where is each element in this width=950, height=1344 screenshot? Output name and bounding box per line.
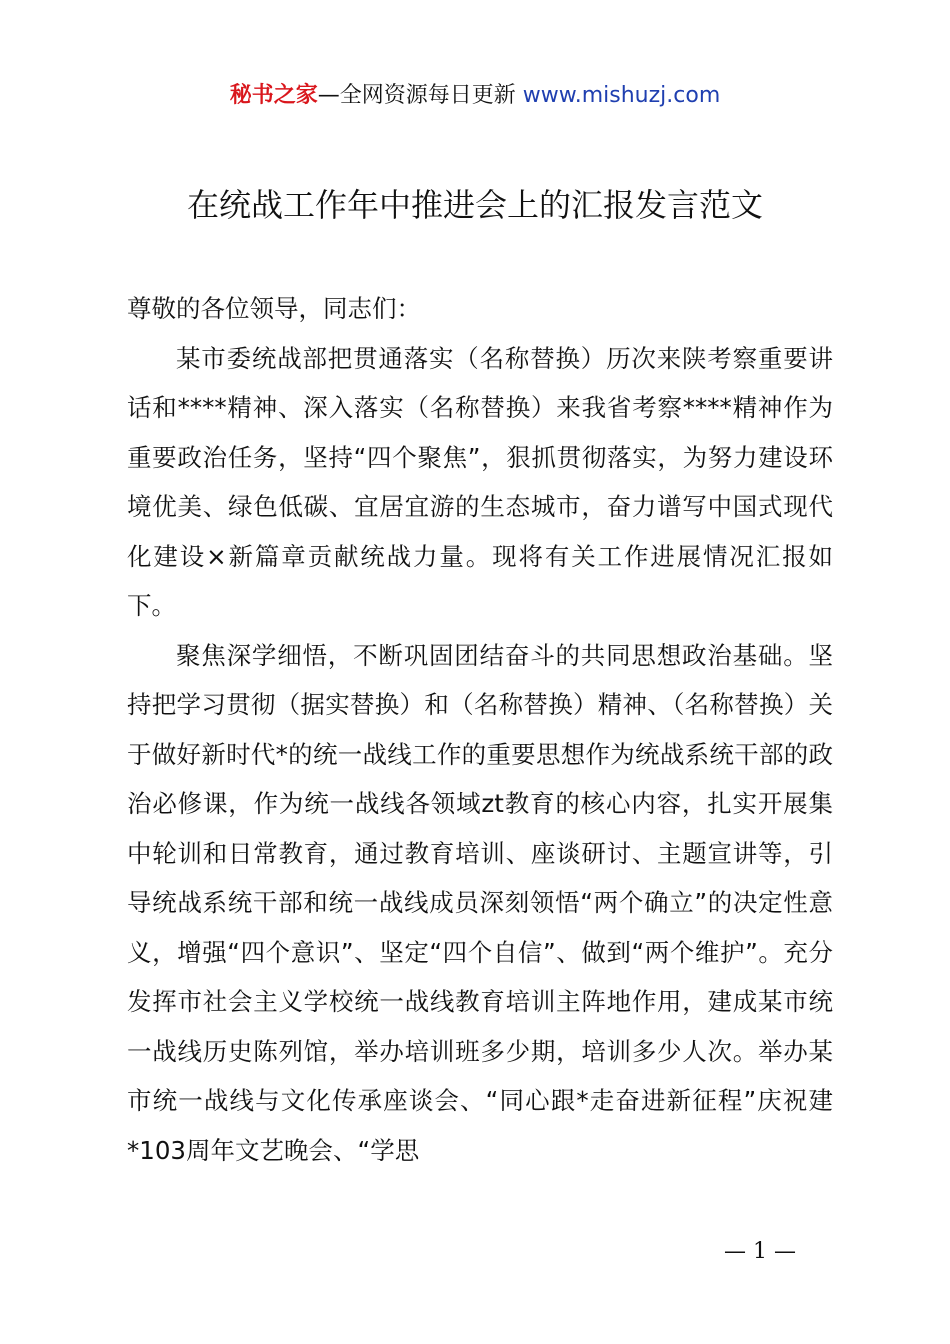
document-body bbox=[127, 284, 833, 1175]
document-title: 在统战工作年中推进会上的汇报发言范文 bbox=[186, 186, 763, 224]
site-brand: 秘书之家 bbox=[229, 83, 318, 108]
site-url-link[interactable]: www.mishuzj.com bbox=[522, 83, 721, 108]
salutation: 尊敬的各位领导，同志们： bbox=[127, 294, 421, 323]
site-tagline: —全网资源每日更新 bbox=[317, 83, 516, 108]
body-paragraph: 某市委统战部把贯通落实（名称替换）历次来陕考察重要讲话和****精神、深入落实（名称替换）来我省考察****精神作为重要政治任务，坚持“四个聚焦”，狠抓贯彻落实，为努力建设环境优美、绿色低碳、宜居宜游的生态城市，奋力谱写中国式现代化建设×新篇章贡献统战力量。现将有关工作进展情况汇报如下。 bbox=[127, 343, 833, 620]
body-paragraph: 聚焦深学细悟，不断巩固团结奋斗的共同思想政治基础。坚持把学习贯彻（据实替换）和（名称替换）精神、（名称替换）关于做好新时代*的统一战线工作的重要思想作为统战系统干部的政治必修课，作为统一战线各领域zt教育的核心内容，扎实开展集中轮训和日常教育，通过教育培训、座谈研讨、主题宣讲等，引导统战系统干部和统一战线成员深刻领悟“两个确立”的决定性意义，增强“四个意识”、坚定“四个自信”、做到“两个维护”。充分发挥市社会主义学校统一战线教育培训主阵地作用，建成某市统一战线历史陈列馆，举办培训班多少期，培训多少人次。举办某市统一战线与文化传承座谈会、“同心跟*走奋进新征程”庆祝建*103周年文艺晚会、“学思 bbox=[127, 640, 833, 1165]
page-number: — 1 — bbox=[724, 1239, 796, 1264]
site-header bbox=[0, 80, 950, 112]
